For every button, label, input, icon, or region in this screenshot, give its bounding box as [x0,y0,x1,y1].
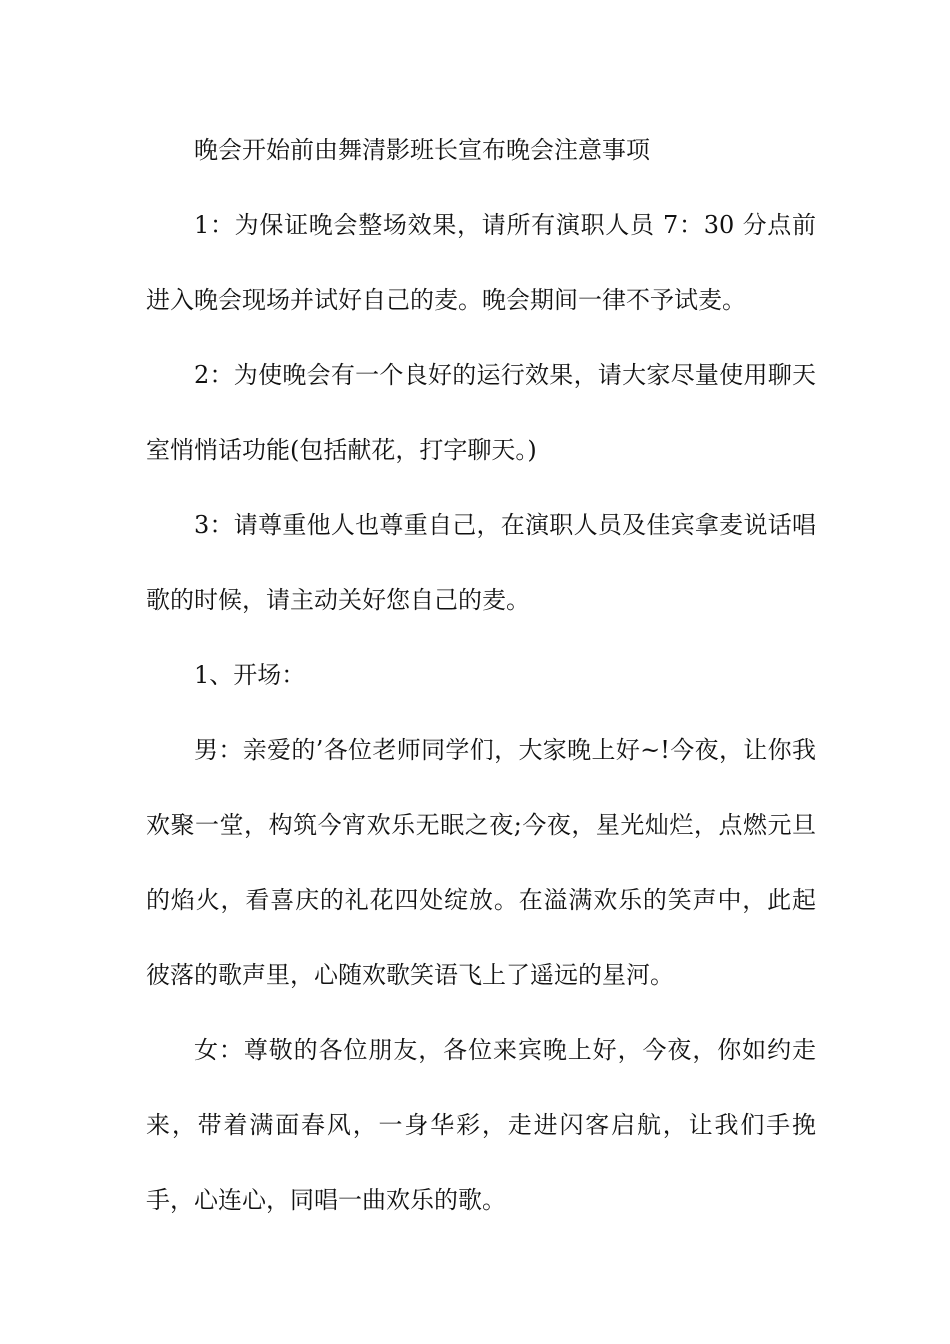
paragraph-notice-title: 晚会开始前由舞清影班长宣布晚会注意事项 [194,136,650,164]
paragraph-rule-1: 1：为保证晚会整场效果，请所有演职人员 7：30 分点前进入晚会现场并试好自己的麦。晚会期间一律不予试麦。 [146,211,816,314]
paragraph-female-host: 女：尊敬的各位朋友，各位来宾晚上好，今夜，你如约走来，带着满面春风，一身华彩，走进闪客启航，让我们手挽手，心连心，同唱一曲欢乐的歌。 [146,1036,816,1214]
paragraph-rule-3: 3：请尊重他人也尊重自己，在演职人员及佳宾拿麦说话唱歌的时候，请主动关好您自己的麦。 [146,511,816,614]
paragraph-rule-2: 2：为使晚会有一个良好的运行效果，请大家尽量使用聊天室悄悄话功能(包括献花，打字聊天。) [146,361,816,464]
paragraph-opening-heading: 1、开场： [194,661,306,689]
paragraph-male-host: 男：亲爱的’各位老师同学们，大家晚上好~!今夜，让你我欢聚一堂，构筑今宵欢乐无眠之夜;今夜，星光灿烂，点燃元旦的焰火，看喜庆的礼花四处绽放。在溢满欢乐的笑声中，此起彼落的歌声里，心随欢歌笑语飞上了遥远的星河。 [146,736,816,989]
